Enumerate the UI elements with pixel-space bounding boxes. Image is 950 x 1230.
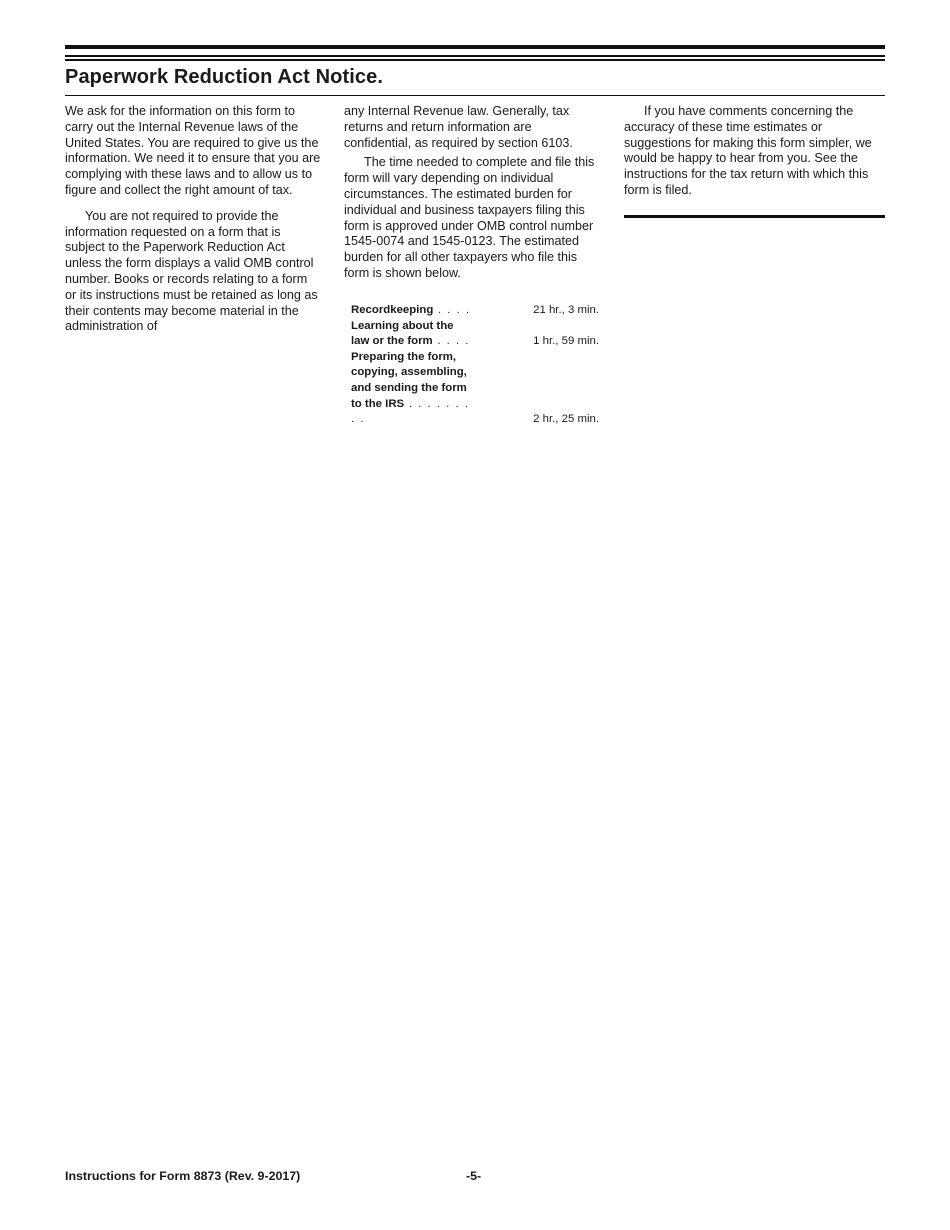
footer-page-number: -5-: [466, 1169, 482, 1183]
burden-label: Learning about the law or the form: [351, 319, 454, 348]
burden-table: [351, 303, 601, 428]
top-rule-thick: [65, 45, 885, 49]
paragraph-comments: If you have comments concerning the accuracy of these time estimates or suggestions for making this form simpler, we would be happy to hear from you. See the instructions for the tax return with which this form is filed.: [624, 104, 872, 197]
leader-dots: . . . . . . . . .: [351, 397, 470, 426]
paragraph-omb: You are not required to provide the information requested on a form that is subject to the Paperwork Reduction Act unless the form displays a valid OMB control number. Books or records relating to a form or its instructions must be retained as long as their contents may become material in the administration of: [65, 208, 318, 334]
paragraph-purpose: We ask for the information on this form to carry out the Internal Revenue laws of the United States. You are required to give us the information. We need it to ensure that you are complying with these laws and to allow us to figure and collect the right amount of tax.: [65, 104, 321, 197]
paragraph-confidential: any Internal Revenue law. Generally, tax returns and return information are confidential, as required by section 6103.: [344, 104, 573, 150]
burden-label: Recordkeeping: [351, 304, 434, 316]
section-end-rule: [624, 215, 885, 218]
column-1: [65, 104, 321, 335]
burden-label: Preparing the form, copying, assembling, and sending the form to the IRS: [351, 350, 467, 410]
burden-time: 2 hr., 25 min.: [533, 413, 599, 426]
burden-row: [351, 303, 601, 319]
column-2: [344, 104, 602, 282]
title-underline: [65, 95, 885, 96]
column-3: [624, 104, 885, 199]
leader-dots: . . . .: [433, 304, 471, 316]
burden-time: 21 hr., 3 min.: [533, 304, 599, 316]
leader-dots: . . . .: [432, 335, 470, 348]
burden-time: 1 hr., 59 min.: [533, 335, 599, 348]
top-rule-thin: [65, 55, 885, 57]
section-title: Paperwork Reduction Act Notice.: [65, 66, 383, 88]
footer-form-name: Instructions for Form 8873 (Rev. 9-2017): [65, 1169, 301, 1183]
burden-row: [351, 319, 601, 350]
top-rule-thin-2: [65, 59, 885, 61]
paragraph-time-burden: The time needed to complete and file this form will vary depending on individual circumstances. The estimated burden for individual and business taxpayers filing this form is approved under OMB control number 1545-0074 and 1545-0123. The estimated burden for all other taxpayers who file this form is shown below.: [344, 155, 595, 280]
burden-row: [351, 350, 601, 428]
